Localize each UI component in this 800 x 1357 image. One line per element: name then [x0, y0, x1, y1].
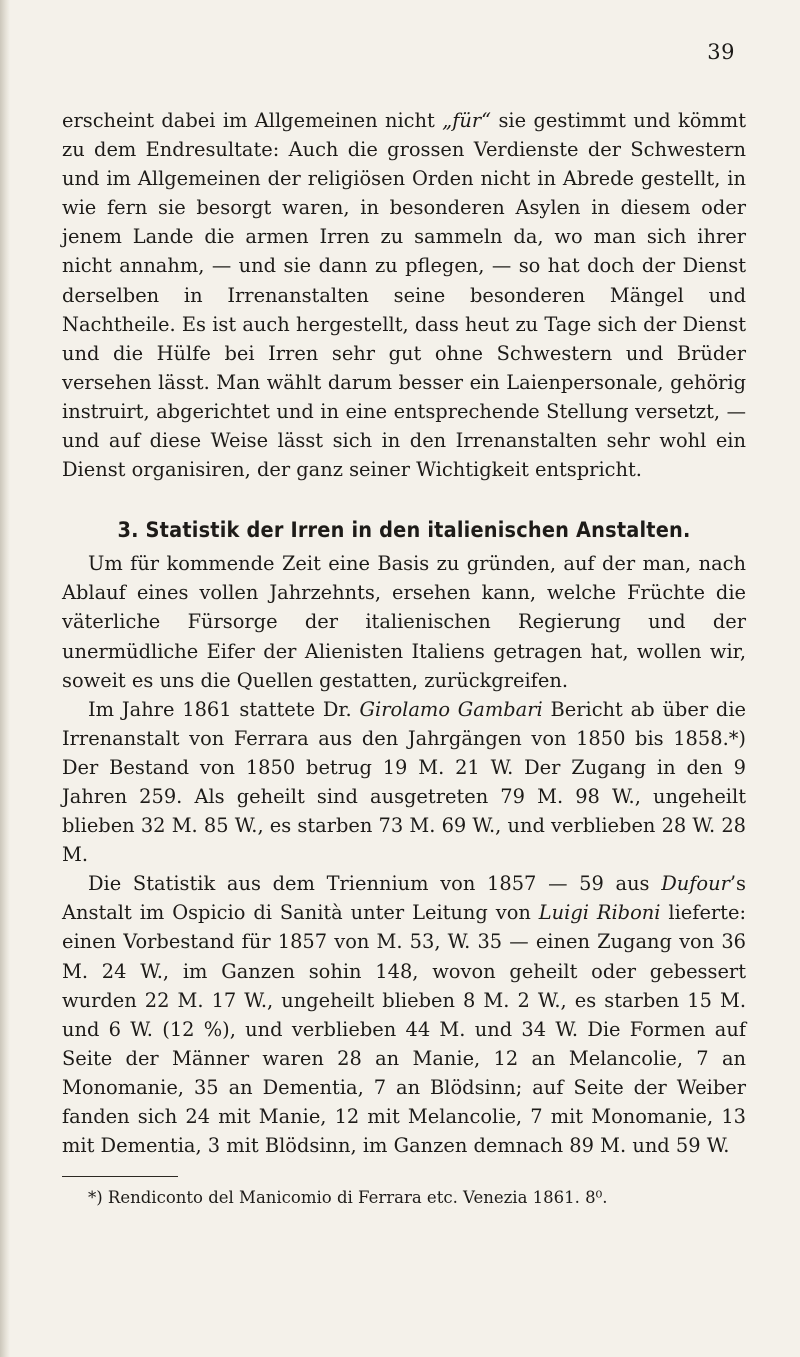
paragraph-text: lieferte: einen Vorbestand für 1857 von M. 53, W. 35 — einen Zugang von 36 M. 24 W., im Ganzen sohin 148, wovon geheilt oder gebessert wurden 22 M. 17 W., ungeheilt blieben 8 M. 2 W., es starben 15 M. und 6 W. (12 %), und verblieben 44 M. und 34 W. Die Formen auf Seite der Männer waren 28 an Manie, 12 an Melancolie, 7 an Monomanie, 35 an Dementia, 7 an Blödsinn; auf Seite der Weiber fanden sich 24 mit Manie, 12 mit Melancolie, 7 mit Monomanie, 13 mit Dementia, 3 mit Blödsinn, im Ganzen demnach 89 M. und 59 W.	[62, 901, 746, 1158]
page-left-edge	[0, 0, 10, 1357]
paragraph-text: sie gestimmt und kömmt zu dem Endresultate: Auch die grossen Verdienste der Schwestern und im Allgemeinen der religiösen Orden nicht in Abrede gestellt, in wie fern sie besorgt waren, in besonderen Asylen in diesem oder jenem Lande die armen Irren zu sammeln da, wo man sich ihrer nicht annahm, — und sie dann zu pflegen, — so hat doch der Dienst derselben in Irrenanstalten seine besonderen Mängel und Nachtheile. Es ist auch hergestellt, dass heut zu Tage sich der Dienst und die Hülfe bei Irren sehr gut ohne Schwestern und Brüder versehen lässt. Man wählt darum besser ein Laienpersonale, gehörig instruirt, abgerichtet und in eine entsprechende Stellung versetzt, — und auf diese Weise lässt sich in den Irrenanstalten sehr wohl ein Dienst organisiren, der ganz seiner Wichtigkeit entspricht.	[62, 109, 746, 482]
page-number: 39	[707, 40, 735, 64]
emphasis-text: „für“	[442, 109, 492, 132]
document-body	[62, 106, 746, 1209]
section-heading: 3. Statistik der Irren in den italienischen Anstalten.	[117, 518, 691, 544]
paragraph-continuation	[62, 106, 746, 484]
footnote-divider	[62, 1176, 178, 1177]
paragraph-text: Die Statistik aus dem Triennium von 1857 — 59 aus	[88, 872, 662, 896]
paragraph-triennium-statistics	[62, 869, 746, 1160]
paragraph-text: erscheint dabei im Allgemeinen nicht	[62, 109, 443, 132]
paragraph-intro: Um für kommende Zeit eine Basis zu gründen, auf der man, nach Ablauf eines vollen Jahrzehnts, ersehen kann, welche Früchte die väterliche Fürsorge der italienischen Regierung und der unermüdliche Eifer der Alienisten Italiens getragen hat, wollen wir, soweit es uns die Quellen gestatten, zurückgreifen.	[62, 552, 746, 692]
author-name: Dufour	[661, 872, 730, 896]
author-name: Luigi Riboni	[538, 901, 661, 925]
author-name: Girolamo Gambari	[359, 697, 543, 721]
paragraph-ferrara-report	[62, 695, 746, 870]
paragraph-text: Im Jahre 1861 stattete Dr.	[88, 697, 360, 721]
paragraph-text: Bericht ab über die Irrenanstalt von Ferrara aus den Jahrgängen von 1850 bis 1858.*) Der Bestand von 1850 betrug 19 M. 21 W. Der Zugang in den 9 Jahren 259. Als geheilt sind ausgetreten 79 M. 98 W., ungeheilt blieben 32 M. 85 W., es starben 73 M. 69 W., und verblieben 28 W. 28 M.	[62, 697, 746, 867]
footnote: *) Rendiconto del Manicomio di Ferrara etc. Venezia 1861. 8⁰.	[88, 1188, 608, 1208]
paragraph-text: ’s Anstalt im Ospicio di Sanità unter Leitung von	[62, 872, 746, 925]
